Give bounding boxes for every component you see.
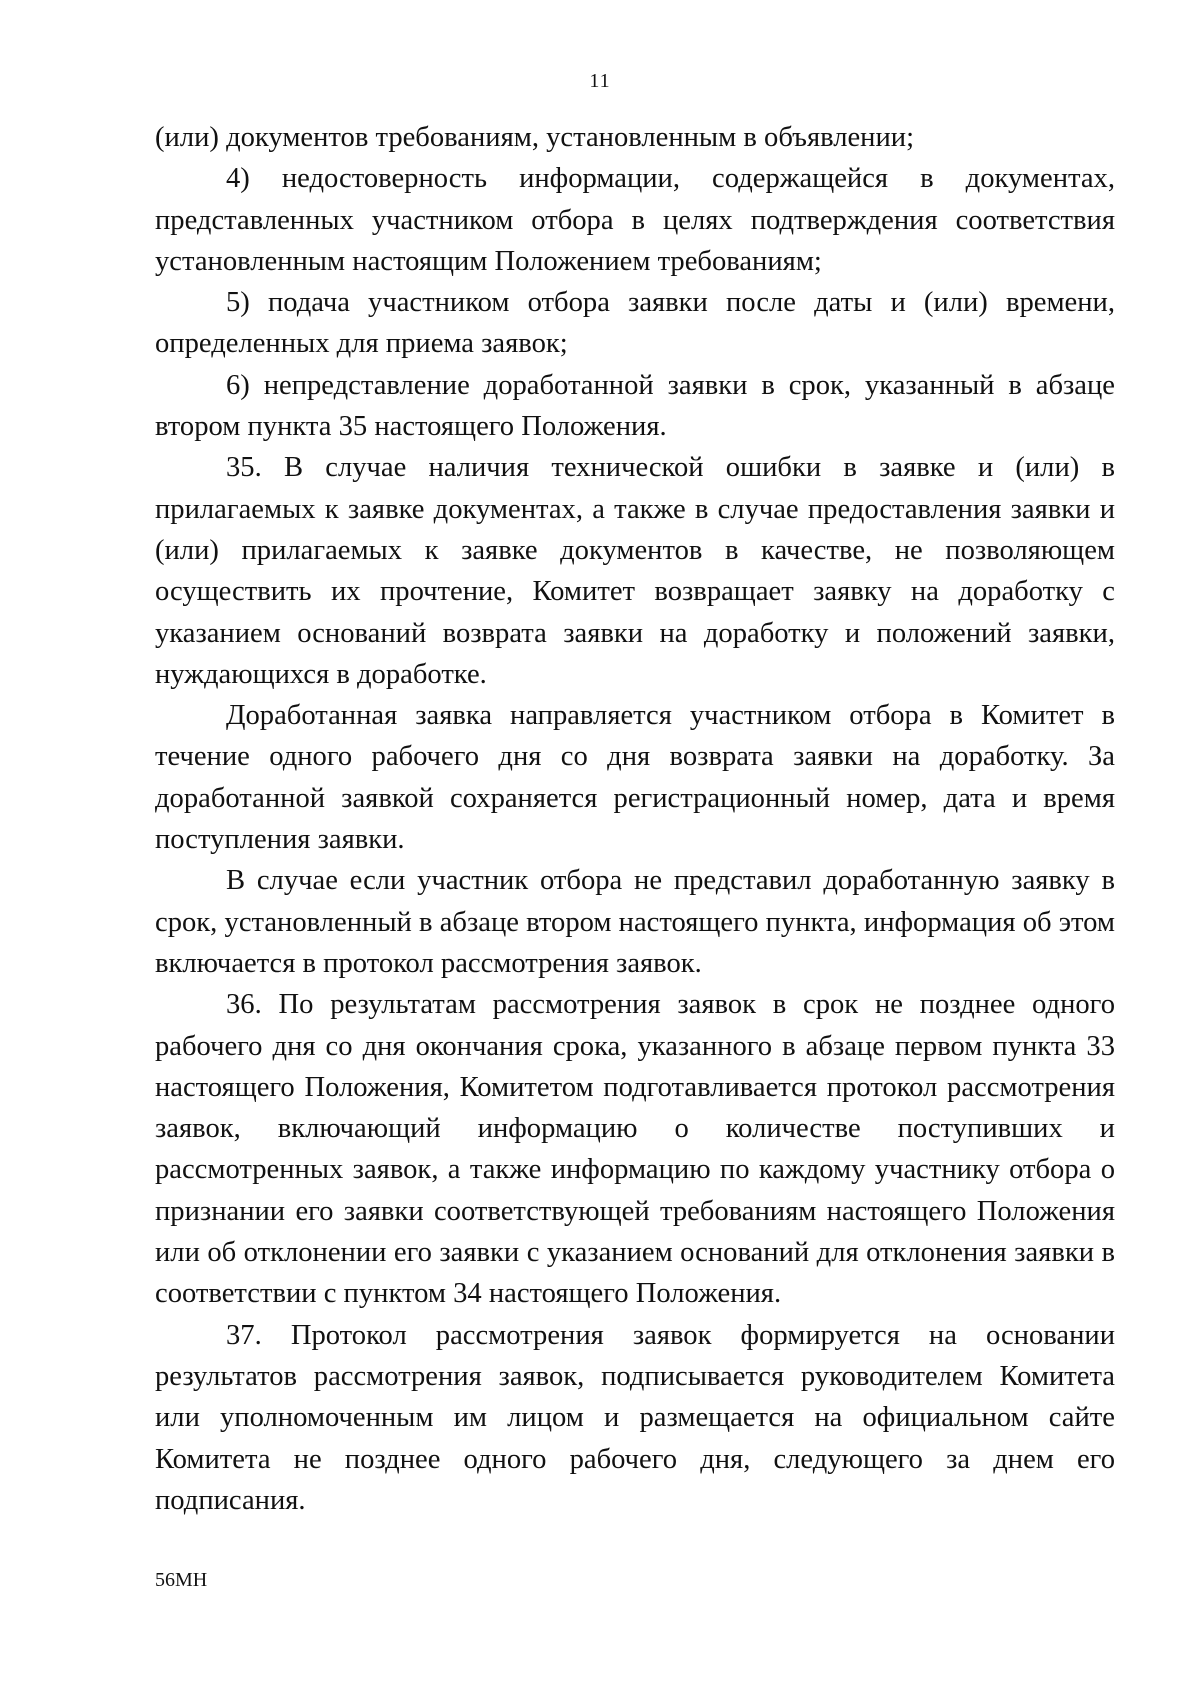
paragraph-clause-35-third: В случае если участник отбора не представил доработанную заявку в срок, установленный в абзаце втором настоящего пункта, информация об этом включается в протокол рассмотрения заявок.	[155, 865, 1115, 979]
paragraph-clause-35: 35. В случае наличия технической ошибки в заявке и (или) в прилагаемых к заявке документах, а также в случае предоставления заявки и (или) прилагаемых к заявке документов в качестве, не позволяющем осуществить их прочтение, Комитет возвращает заявку на доработку с указанием оснований возврата заявки на доработку и положений заявки, нуждающихся в доработке.	[155, 452, 1115, 690]
paragraph-item-6: 6) непредставление доработанной заявки в срок, указанный в абзаце втором пункта 35 настоящего Положения.	[155, 369, 1115, 443]
document-body	[155, 117, 1115, 1521]
paragraph-clause-36: 36. По результатам рассмотрения заявок в срок не позднее одного рабочего дня со дня окончания срока, указанного в абзаце первом пункта 33 настоящего Положения, Комитетом подготавливается протокол рассмотрения заявок, включающий информацию о количестве поступивших и рассмотренных заявок, а также информацию по каждому участнику отбора о признании его заявки соответствующей требованиям настоящего Положения или об отклонении его заявки с указанием оснований для отклонения заявки в соответствии с пунктом 34 настоящего Положения.	[155, 989, 1115, 1310]
paragraph-continued: (или) документов требованиям, установленным в объявлении;	[155, 122, 915, 153]
page-number: 11	[589, 70, 611, 92]
paragraph-clause-35-second: Доработанная заявка направляется участником отбора в Комитет в течение одного рабочего дня со дня возврата заявки на доработку. За доработанной заявкой сохраняется регистрационный номер, дата и время поступления заявки.	[155, 700, 1115, 856]
paragraph-item-5: 5) подача участником отбора заявки после даты и (или) времени, определенных для приема заявок;	[155, 287, 1115, 360]
paragraph-clause-37: 37. Протокол рассмотрения заявок формируется на основании результатов рассмотрения заявок, подписывается руководителем Комитета или уполномоченным им лицом и размещается на официальном сайте Комитета не позднее одного рабочего дня, следующего за днем его подписания.	[155, 1319, 1115, 1516]
paragraph-item-4: 4) недостоверность информации, содержащейся в документах, представленных участником отбора в целях подтверждения соответствия установленным настоящим Положением требованиям;	[155, 163, 1115, 277]
document-code: 56МН	[155, 1569, 208, 1591]
